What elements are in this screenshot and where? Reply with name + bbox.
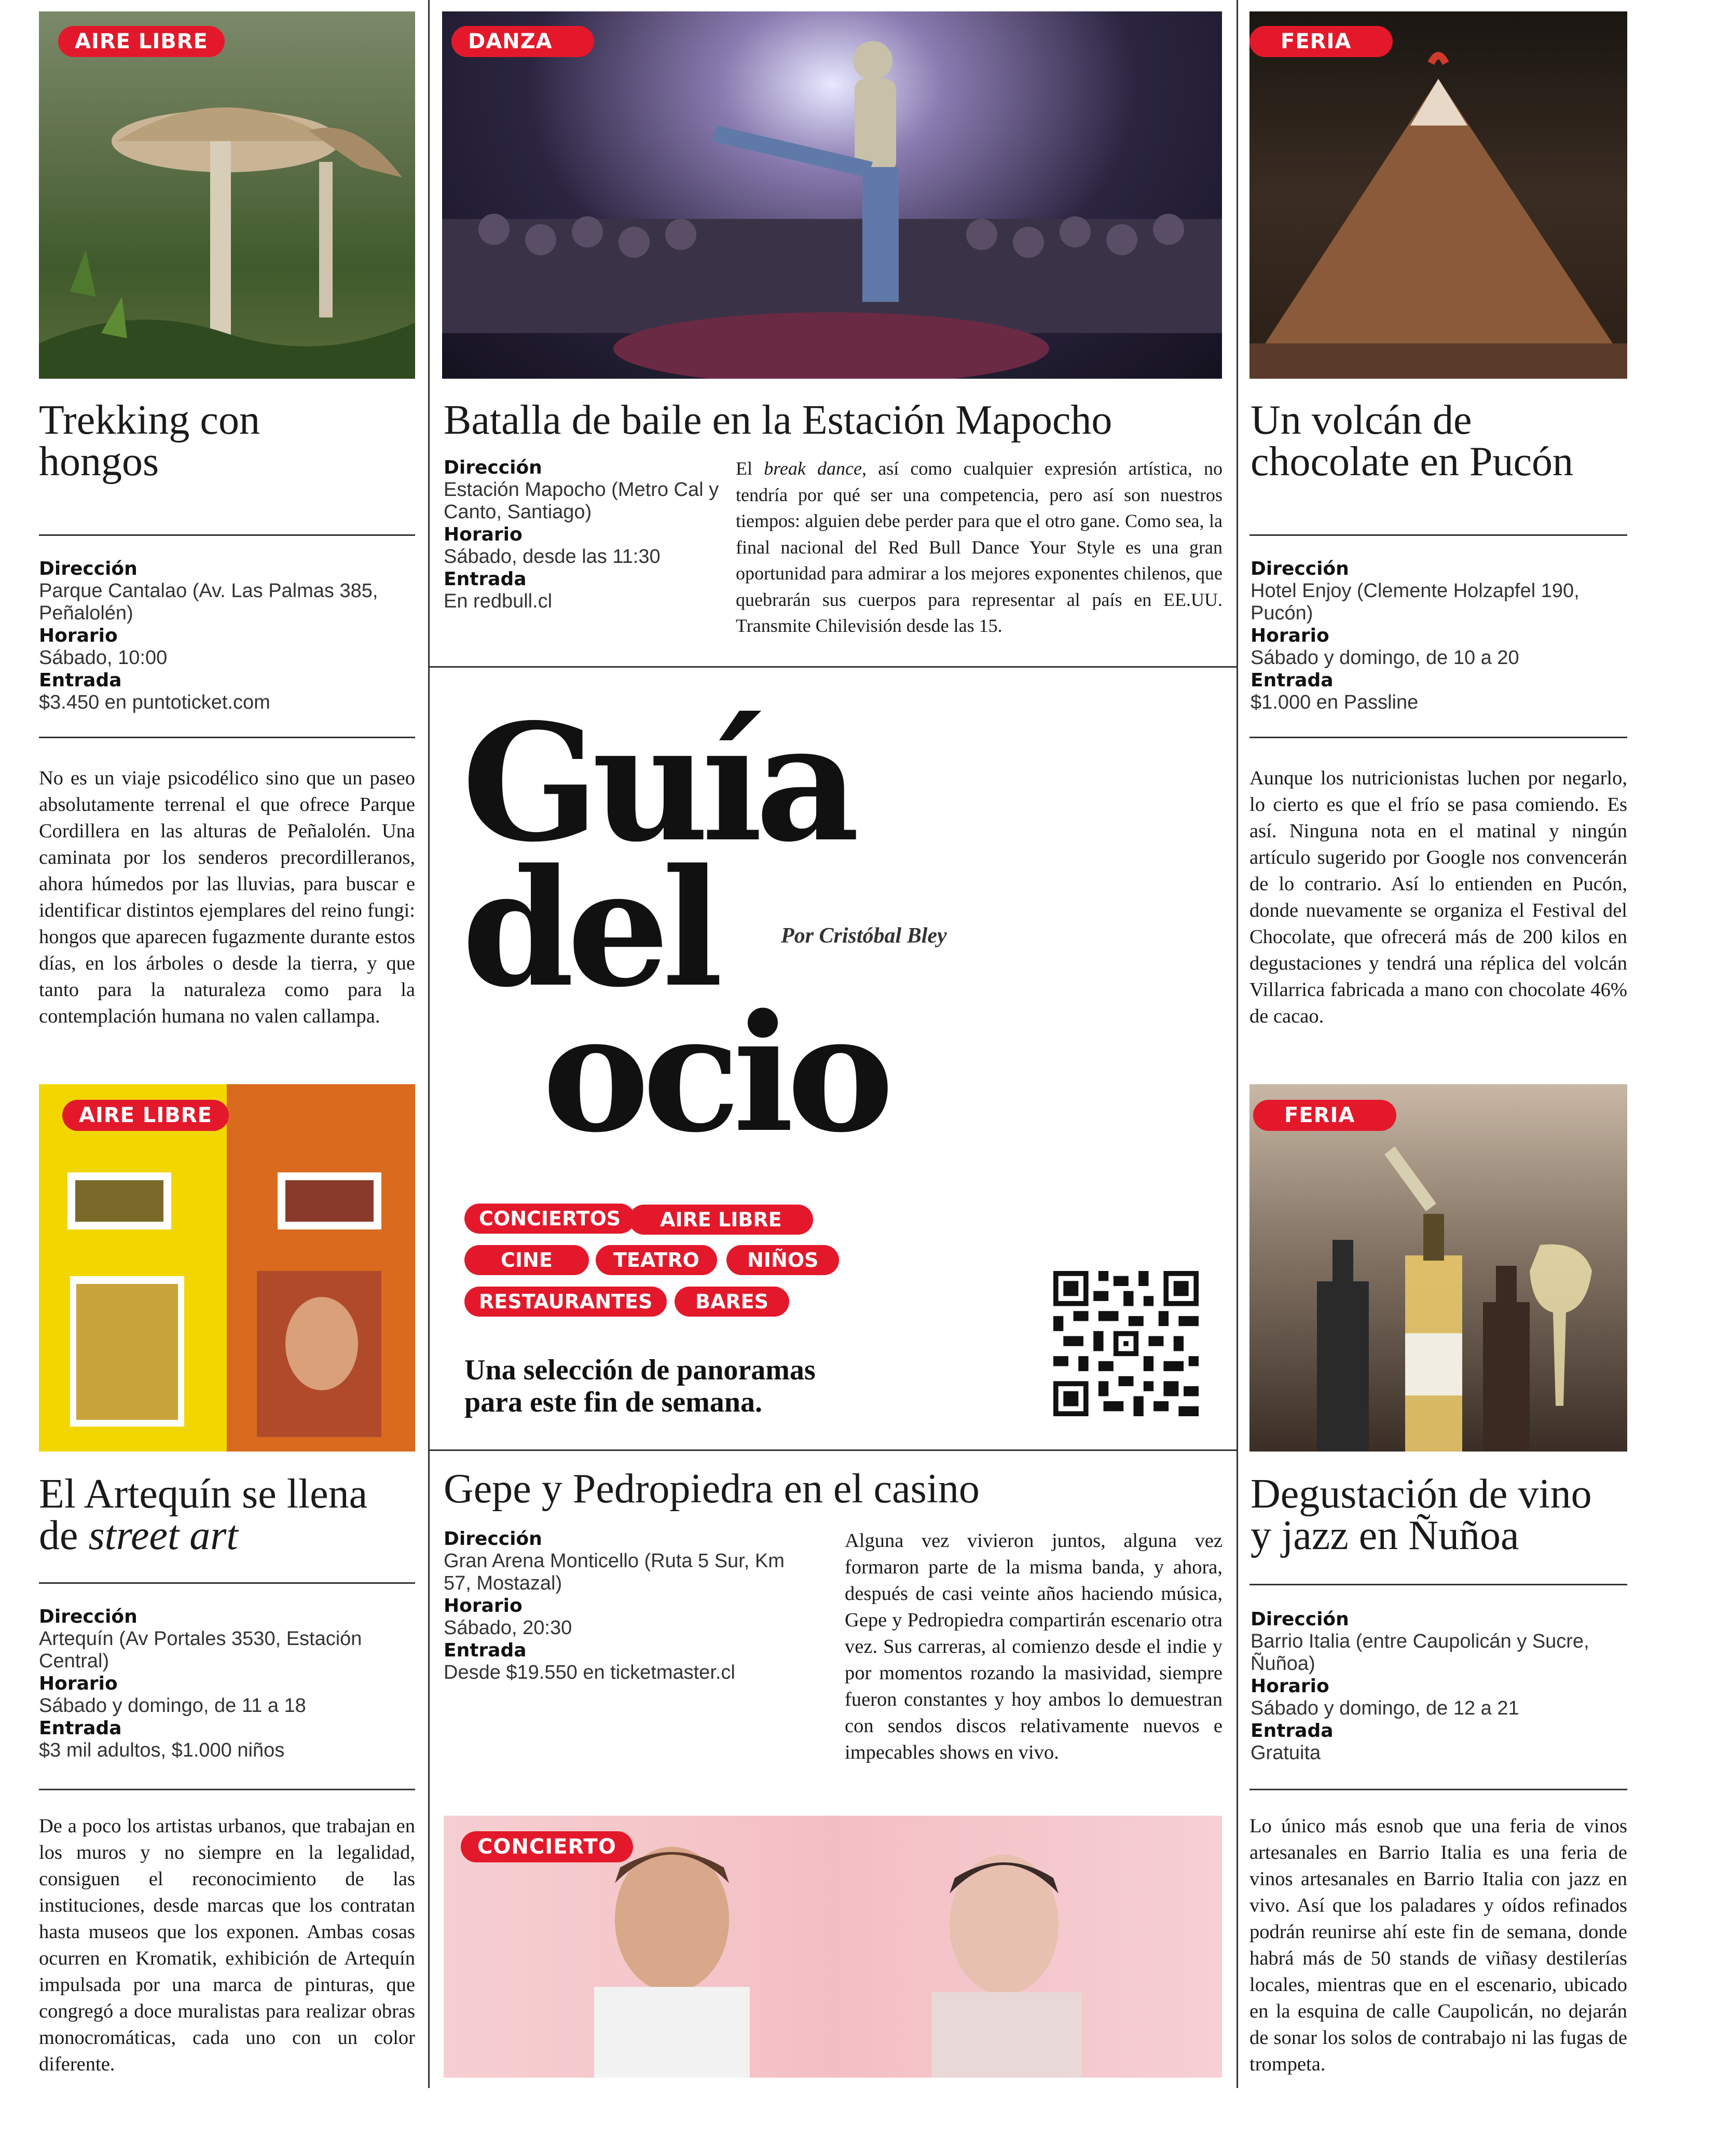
masthead-border-right — [1237, 667, 1238, 1450]
category-bares[interactable]: BARES — [675, 1287, 789, 1317]
masthead-title-line3: ocio — [542, 979, 887, 1168]
column-divider-right-lower — [1237, 1450, 1238, 2088]
artequin-rule-2 — [39, 1789, 415, 1790]
artequin-photo — [39, 1084, 415, 1452]
batalla-entrada: En redbull.cl — [444, 590, 553, 612]
artequin-badge: AIRE LIBRE — [62, 1100, 229, 1131]
direccion-label: Dirección — [1251, 558, 1349, 579]
artequin-title-line1: El Artequín se llena — [39, 1471, 368, 1517]
artequin-rule — [39, 1582, 415, 1584]
batalla-direccion: Estación Mapocho (Metro Cal y Canto, Santiago) — [444, 479, 719, 523]
volcan-body: Aunque los nutricionistas luchen por negarlo, lo cierto es que el frío se pasa comiendo. Es así. Ninguna nota en el matinal y ningún artículo sugerido por Google nos convencerán de lo contrario. Así lo entienden en Pucón, donde nuevamente se organiza el Festival del Chocolate, que ofrecerá más de 200 kilos en degustaciones y tendrá una réplica del volcán Villarrica fabricada a mano con chocolate 46% de cacao. — [1249, 767, 1627, 1027]
batalla-horario: Sábado, desde las 11:30 — [444, 546, 661, 568]
masthead-tagline — [464, 1354, 816, 1418]
artequin-direccion: Artequín (Av Portales 3530, Estación Central) — [39, 1628, 362, 1672]
category-aire-libre[interactable]: AIRE LIBRE — [629, 1205, 813, 1235]
vino-direccion: Barrio Italia (entre Caupolicán y Sucre, Ñuñoa) — [1251, 1630, 1589, 1675]
gepe-direccion: Gran Arena Monticello (Ruta 5 Sur, Km 57, Mostazal) — [444, 1550, 785, 1594]
horario-label: Horario — [39, 625, 118, 646]
volcan-rule — [1249, 534, 1627, 536]
category-teatro[interactable]: TEATRO — [596, 1245, 717, 1275]
chocolate-volcano-illustration — [1249, 11, 1627, 379]
volcan-photo — [1249, 11, 1627, 379]
trekking-entrada: $3.450 en puntoticket.com — [39, 692, 270, 713]
vino-info — [1251, 1608, 1624, 1764]
masthead-title-line2: del — [462, 834, 716, 1023]
horario-label: Horario — [1251, 1676, 1329, 1697]
vino-entrada: Gratuita — [1251, 1742, 1321, 1764]
trekking-photo — [39, 11, 415, 379]
masthead-border-left — [428, 667, 430, 1450]
entrada-label: Entrada — [39, 1718, 122, 1739]
gepe-badge: CONCIERTO — [461, 1831, 633, 1862]
artequin-info — [39, 1606, 413, 1762]
batalla-info — [444, 457, 726, 613]
horario-label: Horario — [39, 1673, 118, 1694]
entrada-label: Entrada — [39, 670, 122, 691]
horario-label: Horario — [1251, 625, 1329, 646]
entrada-label: Entrada — [444, 569, 527, 590]
trekking-info — [39, 558, 413, 714]
direccion-label: Dirección — [444, 1528, 542, 1550]
volcan-horario: Sábado y domingo, de 10 a 20 — [1251, 647, 1519, 669]
vino-rule — [1249, 1584, 1627, 1585]
vino-title-line1: Degustación de vino — [1251, 1471, 1592, 1517]
volcan-title — [1251, 397, 1573, 485]
trekking-title-line1: Trekking con — [39, 397, 260, 443]
artequin-horario: Sábado y domingo, de 11 a 18 — [39, 1695, 306, 1717]
artequin-body: De a poco los artistas urbanos, que trabajan en los muros y no siempre en la legalidad, consiguen el reconocimiento de las instituciones, desde marcas que los contratan hasta museos que los exponen. Ambas cosas ocurren en Kromatik, exhibición de Artequín impulsada por una marca de pinturas, que congregó a doce muralistas para realizar obras monocromáticas, cada uno con un color diferente. — [39, 1815, 415, 2075]
wine-illustration — [1249, 1084, 1627, 1452]
batalla-photo — [442, 11, 1222, 379]
trekking-direccion: Parque Cantalao (Av. Las Palmas 385, Peñalolén) — [39, 580, 378, 624]
tagline-line2: para este fin de semana. — [464, 1386, 762, 1418]
entrada-label: Entrada — [444, 1640, 527, 1661]
direccion-label: Dirección — [444, 457, 542, 478]
masthead-byline: Por Cristóbal Bley — [781, 924, 947, 948]
gepe-body: Alguna vez vivieron juntos, alguna vez formaron parte de la misma banda, y ahora, después de casi veinte años haciendo música, Gepe y Pedropiedra compartirán escenario otra vez. Sus carreras, al comienzo desde el indie y por momentos rozando la masividad, siempre fueron constantes y hoy ambos lo demuestran con sendos discos relativamente nuevos e impecables shows en vivo. — [845, 1530, 1222, 1763]
trekking-body: No es un viaje psicodélico sino que un paseo absolutamente terrenal el que ofrece Parque Cordillera en las alturas de Peñalolén. Una caminata por los senderos precordilleranos, ahora húmedos por las lluvias, para buscar e identificar distintos ejemplares del reino fungi: hongos que aparecen fugazmente durante estos días, en los árboles o desde la tierra, y que tanto para la naturaleza como para la contemplación humana no valen callampa. — [39, 767, 415, 1027]
volcan-rule-2 — [1249, 737, 1627, 738]
batalla-title: Batalla de baile en la Estación Mapocho — [444, 397, 1112, 443]
qr-code[interactable] — [1053, 1271, 1199, 1416]
category-cine[interactable]: CINE — [464, 1245, 589, 1275]
vino-title — [1251, 1473, 1592, 1556]
vino-body: Lo único más esnob que una feria de vinos artesanales en Barrio Italia es una feria de vinos artesanales en Barrio Italia con jazz en vivo. Así que los paladares y oídos refinados podrán reunirse ahí este fin de semana, donde habrá más de 50 stands de viñasy destilerías locales, mientras que en el escenario, ubicado en la esquina de calle Caupolicán, no dejarán de sonar los solos de contrabajo ni las fugas de trompeta. — [1249, 1815, 1627, 2075]
tagline-line1: Una selección de panoramas — [464, 1354, 816, 1386]
gepe-entrada: Desde $19.550 en ticketmaster.cl — [444, 1662, 735, 1683]
batalla-body-post: , así como cualquier expresión artística, no tendría por qué ser una competencia, pero así son nuestros tiempos: alguien debe perder para que el otro gane. Como sea, la final nacional del Red Bull Dance Your Style es una gran oportunidad para admirar a los mejores exponentes chilenos, que quebrarán sus cuerpos para representar al país en EE.UU. Transmite Chilevisión desde las 15. — [736, 458, 1223, 636]
trekking-rule — [39, 534, 415, 536]
batalla-body-italic: break dance — [764, 458, 862, 479]
trekking-horario: Sábado, 10:00 — [39, 647, 168, 669]
dancer-illustration — [442, 11, 1222, 379]
volcan-info — [1251, 558, 1624, 714]
mushroom-illustration — [39, 11, 415, 379]
volcan-direccion: Hotel Enjoy (Clemente Holzapfel 190, Pucón) — [1251, 580, 1579, 624]
vino-rule-2 — [1249, 1789, 1627, 1790]
batalla-body-pre: El — [736, 458, 764, 479]
entrada-label: Entrada — [1251, 1720, 1334, 1742]
horario-label: Horario — [444, 524, 523, 545]
masthead-border-bottom — [428, 1449, 1238, 1451]
artequin-title — [39, 1473, 367, 1556]
masthead-border-top — [428, 666, 1238, 668]
artequin-title-line2-pre: de — [39, 1513, 89, 1558]
volcan-badge: FERIA — [1249, 26, 1393, 57]
category-ninos[interactable]: NIÑOS — [726, 1245, 839, 1275]
entrada-label: Entrada — [1251, 670, 1334, 691]
horario-label: Horario — [444, 1595, 523, 1616]
artequin-title-line2-italic: street art — [88, 1513, 238, 1558]
trekking-title-line2: hongos — [39, 439, 159, 485]
direccion-label: Dirección — [39, 1606, 138, 1627]
direccion-label: Dirección — [39, 558, 138, 579]
masthead-title-line1: Guía — [462, 689, 853, 878]
direccion-label: Dirección — [1251, 1609, 1349, 1630]
column-divider-left-lower — [428, 1450, 430, 2088]
vino-photo — [1249, 1084, 1627, 1452]
batalla-badge: DANZA — [451, 26, 594, 57]
gepe-info — [444, 1528, 812, 1684]
volcan-entrada: $1.000 en Passline — [1251, 692, 1419, 713]
category-restaurantes[interactable]: RESTAURANTES — [464, 1287, 667, 1317]
vino-horario: Sábado y domingo, de 12 a 21 — [1251, 1697, 1519, 1719]
vino-badge: FERIA — [1253, 1100, 1396, 1131]
vino-title-line2: y jazz en Ñuñoa — [1251, 1513, 1519, 1558]
column-divider-right — [1237, 0, 1238, 667]
gepe-title: Gepe y Pedropiedra en el casino — [444, 1466, 980, 1512]
trekking-badge: AIRE LIBRE — [58, 26, 225, 57]
volcan-title-line1: Un volcán de — [1251, 397, 1472, 443]
street-art-illustration — [39, 1084, 415, 1452]
column-divider-left — [428, 0, 430, 667]
trekking-rule-2 — [39, 737, 415, 738]
gepe-horario: Sábado, 20:30 — [444, 1617, 572, 1639]
volcan-title-line2: chocolate en Pucón — [1251, 439, 1573, 485]
artequin-title-line2 — [39, 1515, 367, 1556]
trekking-title — [39, 397, 260, 485]
artequin-entrada: $3 mil adultos, $1.000 niños — [39, 1739, 285, 1761]
category-conciertos[interactable]: CONCIERTOS — [464, 1204, 635, 1234]
batalla-body — [736, 455, 1222, 639]
